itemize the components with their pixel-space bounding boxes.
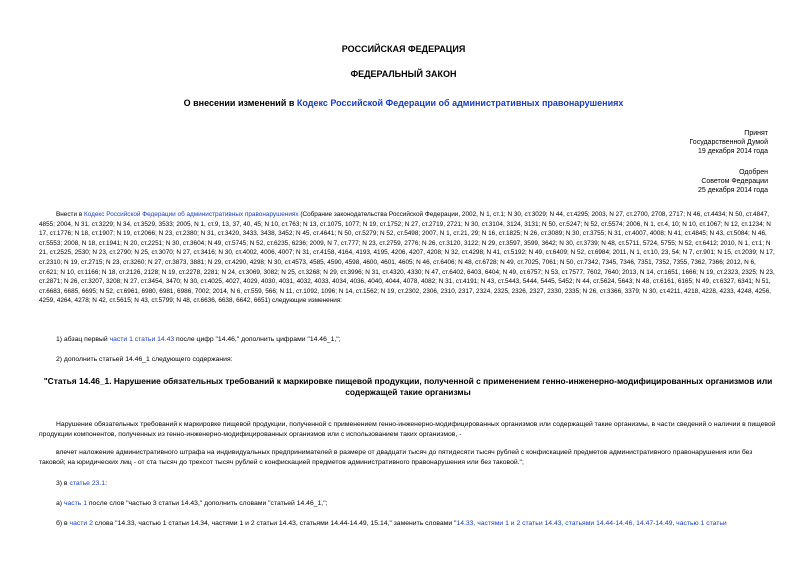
item-3b-link-2[interactable]: 14.33, частями 1 и 2 статьи 14.43, статьями 14.44-14.46, 14.47-14.49, частью 1 статьи <box>456 520 727 527</box>
item-3a <box>39 499 777 509</box>
adopted-date: 19 декабря 2014 года <box>697 148 768 155</box>
adopted-line-1: Принят <box>744 130 768 137</box>
article-paragraph-2: влечет наложение административного штрафа на индивидуальных предпринимателей в размере от двадцати тысяч до пятидесяти тысяч рублей с конфискацией предметов административного правонарушения или без таковой; на юридических лиц - от ста тысяч до трехсот тысяч рублей с конфискацией предметов административного правонарушения или без таковой."; <box>39 449 753 466</box>
item-1 <box>39 335 777 345</box>
law-title-prefix: О внесении изменений в <box>183 98 297 108</box>
item-3b-prefix: б) в <box>56 520 70 527</box>
item-3-suffix: : <box>105 480 107 487</box>
item-3a-link[interactable]: часть 1 <box>63 500 87 507</box>
intro-paragraph <box>39 210 777 306</box>
item-3b-text: слова "14.33, частью 1 статьи 14.34, частями 1 и 2 статьи 14.43, статьями 14.44-14.49, 15.14," заменить словами " <box>92 520 457 527</box>
item-3-prefix: 3) в <box>56 480 70 487</box>
adopted-block <box>689 129 768 156</box>
item-3 <box>39 479 777 489</box>
law-type-heading: ФЕДЕРАЛЬНЫЙ ЗАКОН <box>350 69 457 79</box>
item-3b <box>39 519 777 529</box>
item-3a-prefix: а) <box>56 500 64 507</box>
intro-prefix: Внести в <box>56 211 84 218</box>
item-2: 2) дополнить статьей 14.46_1 следующего содержания: <box>56 356 233 363</box>
approved-line-1: Одобрен <box>739 169 768 176</box>
adopted-line-2: Государственной Думой <box>689 139 768 146</box>
item-3b-link-1[interactable]: части 2 <box>69 520 93 527</box>
item-3a-text: после слов "частью 3 статьи 14.43," дополнить словами "статьей 14.46_1,"; <box>86 500 328 507</box>
item-1-link[interactable]: части 1 статьи 14.43 <box>109 336 175 343</box>
approved-date: 25 декабря 2014 года <box>697 187 768 194</box>
article-paragraph-1: Нарушение обязательных требований к маркировке пищевой продукции, полученной с применением генно-инженерно-модифицированных организмов или содержащей такие организмы, в части сведений о наличии в пищевой продукции компонентов, полученных из генно-инженерно-модифицированных организмов или с использованием таких организмов, - <box>39 421 776 438</box>
article-title: "Статья 14.46_1. Нарушение обязательных требований к маркировке пищевой продукции, полученной с применением генно-инженерно-модифицированных организмов или содержащей такие организмы <box>43 376 773 397</box>
law-title <box>0 98 807 108</box>
codex-link[interactable]: Кодекс Российской Федерации об административных правонарушениях <box>296 98 624 108</box>
item-1-suffix: после цифр "14.46," дополнить цифрами "14.46_1,"; <box>174 336 341 343</box>
approved-block <box>698 168 768 195</box>
item-3-link[interactable]: статье 23.1 <box>69 480 106 487</box>
approved-line-2: Советом Федерации <box>701 178 768 185</box>
country-heading: РОССИЙСКАЯ ФЕДЕРАЦИЯ <box>341 44 466 54</box>
intro-text: (Собрание законодательства Российской Федерации, 2002, N 1, ст.1; N 30, ст.3029; N 44, ст.4295; 2003, N 27, ст.2700, 2708, 2717; N 46, ст.4434; N 50, ст.4847, 4855; 2004, N 31, ст.3229; N 34, ст.3529, 3533; 2005, N 1, ст.9, 13, 37, 40, 45; N 10, ст.763; N 13, ст.1075, 1077; N 19, ст.1752; N 27, ст.2719, 2721; N 30, ст.3104, 3124, 3131; N 50, ст.5247; N 52, ст.5574; 2006, N 1, ст.4, 10; N 10, ст.1067; N 12, ст.1234; N 17, ст.1776; N 18, ст.1907; N 19, ст.2066; N 23, ст.2380; N 31, ст.3420, 3433, 3438, 3452; N 45, ст.4641; N 50, ст.5279; N 52, ст.5498; 2007, N 1, ст.21, 29; N 16, ст.1825; N 26, ст.3089; N 30, ст.3755; N 31, ст.4007, 4008; N 41, ст.4845; N 43, ст.5084; N 46, ст.5553; 2008, N 18, ст.1941; N 20, ст.2251; N 30, ст.3604; N 49, ст.5745; N 52, ст.6235, 6236; 2009, N 7, ст.777; N 23, ст.2759, 2776; N 26, ст.3120, 3122; N 29, ст.3597, 3599, 3642; N 30, ст.3739; N 48, ст.5711, 5724, 5755; N 52, ст.6412; 2010, N 1, ст.1; N 21, ст.2525, 2530; N 23, ст.2790; N 25, ст.3070; N 27, ст.3416; N 30, ст.4002, 4006, 4007; N 31, ст.4158, 4164, 4193, 4195, 4206, 4207, 4208; N 32, ст.4298; N 41, ст.5192; N 49, ст.6409; N 52, ст.6984; 2011, N 1, ст.10, 23, 54; N 7, ст.901; N 15, ст.2039; N 17, ст.2310; N 19, ст.2715; N 23, ст.3260; N 27, ст.3873, 3881; N 29, ст.4290, 4298; N 30, ст.4573, 4585, 4590, 4598, 4600, 4601, 4605; N 46, ст.6406; N 48, ст.6728; N 49, ст.7025, 7061; N 50, ст.7342, 7345, 7346, 7351, 7352, 7355, 7362, 7366; 2012, N 6, ст.621; N 10, ст.1166; N 18, ст.2126, 2128; N 19, ст.2278, 2281; N 24, ст.3069, 3082; N 25, ст.3268; N 29, ст.3996; N 31, ст.4320, 4330; N 47, ст.6402, 6403, 6404; N 49, ст.6757; N 53, ст.7577, 7602, 7640; 2013, N 14, ст.1651, 1666; N 19, ст.2323, 2325; N 23, ст.2871; N 26, ст.3207, 3208; N 27, ст.3454, 3470; N 30, ст.4025, 4027, 4029, 4030, 4031, 4032, 4033, 4034, 4036, 4040, 4044, 4078, 4082; N 31, ст.4191; N 43, ст.5443, 5444, 5445, 5452; N 44, ст.5624, 5643; N 48, ст.6161, 6165; N 49, ст.6327, 6341; N 51, ст.6683, 6685, 6695; N 52, ст.6961, 6980, 6981, 6986, 7002; 2014, N 6, ст.559, 566; N 11, ст.1092, 1096; N 14, ст.1562; N 19, ст.2302, 2306, 2310, 2317, 2324, 2325, 2326, 2327, 2330, 2335; N 26, ст.3366, 3379; N 30, ст.4211, 4218, 4228, 4233, 4248, 4256, 4259, 4264, 4278; N 42, ст.5615; N 43, ст.5799; N 48, ст.6636, 6638, 6642, 6651) следующие изменения: <box>39 211 775 305</box>
item-1-prefix: 1) абзац первый <box>56 336 110 343</box>
intro-codex-link[interactable]: Кодекс Российской Федерации об административных правонарушениях <box>83 211 299 218</box>
